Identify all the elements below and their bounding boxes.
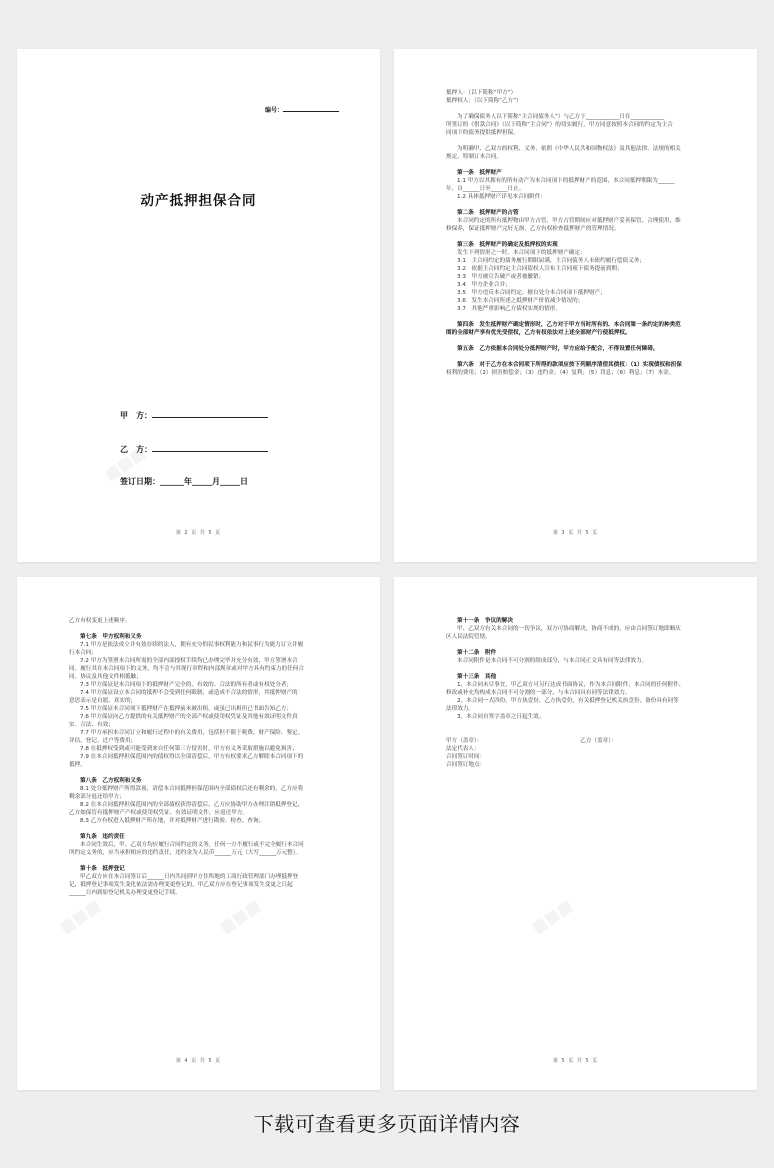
body-line: 8.2 在本合同抵押担保范围内的全部债权获得清偿后，乙方应协助甲方办理注销抵押登记， [80, 802, 304, 808]
body-line: 3、本合同自签字盖章之日起生效。 [457, 714, 545, 720]
body-line: 合同签订时间： [446, 754, 486, 760]
body-line: 1.2 具体抵押财产详见本合同附件： [457, 194, 546, 200]
section-heading: 第十二条 附件 [457, 650, 497, 656]
body-line: 甲乙双方应在本合同签订后______日内共同到甲方住所地的工商行政管理部门办理抵押登 [80, 874, 299, 880]
body-line: 7.6 甲方保证向乙方提供的有关抵押财产的全部产权或使用权凭证及其他有效证明文件真 [80, 714, 298, 720]
body-line: 同、履行其在本合同项下的义务，均不会与其现行章程和内部规章或对甲方具有约束力的任何合 [69, 666, 304, 672]
watermark [216, 896, 264, 938]
sign-date-field: 签订日期：______年_____月_____日 [120, 477, 248, 486]
document-title: 动产抵押担保合同 [140, 193, 257, 209]
party-a-field [120, 409, 268, 421]
body-line: 权利的费用；（2）损害赔偿金；（3）违约金；（4）复利；（5）罚息；（6）利息；（7）本金。 [446, 370, 675, 376]
body-line: 意思表示是自愿、真实的； [69, 698, 137, 704]
body-line: 1.1 甲方以其拥有的所有动产为本合同项下的抵押财产的范围，本合同抵押期限为______ [457, 178, 675, 184]
body-line: 为明确甲、乙双方的权利、义务，依照《中华人民共和国物权法》及其他法律、法规的相关 [457, 146, 681, 152]
body-line: 区人民法院管辖。 [446, 634, 491, 640]
body-line: 2、本合同一式四份，甲方执壹份，乙方执壹份，有关抵押登记机关执壹份，备份具有同等 [457, 698, 679, 704]
body-line: 同、协议及其他文件相抵触； [69, 674, 142, 680]
body-line: 所约定义务的，应当承担相应的违约责任，违约金为人民币______万元（大写______万元整）。 [69, 850, 302, 856]
body-line: 7.9 在本合同抵押担保范围内的债权得以全部清偿后，甲方有权要求乙方解除本合同项下的 [80, 754, 304, 760]
section-heading: 第三条 抵押财产的确定及抵押权的实现 [457, 242, 558, 248]
body-line: 乙方有权变更上述顺序。 [69, 618, 131, 624]
section-heading: 第八条 乙方权利和义务 [80, 778, 142, 784]
contract-number [265, 105, 339, 114]
body-line: 甲方（盖章）： 乙方（盖章）： [446, 738, 617, 744]
contract-number-label: 编号： [265, 107, 284, 114]
body-line: 3.5 甲方违反本合同约定，擅自处分本合同项下抵押财产； [457, 290, 606, 296]
watermark [56, 896, 104, 938]
section-heading: 第十一条 争议的解决 [457, 618, 513, 624]
body-line: 7.4 甲方保证设立本合同的抵押不会受到任何限制，或造成不合法的情形，其抵押财产的 [80, 690, 298, 696]
section-heading: 围的全部财产享有优先受偿权，乙方有权依法对上述全部财产行使抵押权。 [446, 330, 631, 336]
party-b-blank [152, 443, 268, 452]
body-line: 本合同生效后，甲、乙双方均应履行合同约定的义务，任何一方不履行或不完全履行本合同 [80, 842, 304, 848]
body-line: 年，自______日至______日止。 [446, 186, 525, 192]
section-heading: 第十条 抵押登记 [80, 866, 125, 872]
body-line: 法定代表人： [446, 746, 480, 752]
body-line [446, 353, 712, 361]
body-line: 剩余部分退还给甲方； [69, 794, 125, 800]
body-line: 7.5 甲方保证本合同项下抵押财产在抵押前未被出租，或虽已出租但已书面告知乙方； [80, 706, 293, 712]
contract-page-4 [17, 577, 380, 1090]
body-line: 3.2 依据主合同约定主合同债权人宣布主合同项下债务提前到期； [457, 266, 623, 272]
body-line [446, 105, 712, 113]
body-line: 同项下的债务提供抵押担保。 [446, 130, 519, 136]
body-line: 行本合同； [69, 650, 97, 656]
body-line: 修改或补充均构成本合同不可分割的一部分，与本合同具有同等法律效力。 [446, 690, 631, 696]
page-number: 第 3 页 共 5 页 [552, 530, 599, 536]
watermark [528, 896, 576, 938]
section-heading: 第一条 抵押财产 [457, 170, 502, 176]
body-line: 8.3 乙方有权进入抵押财产所在地，并对抵押财产进行勘验、检查、查询； [80, 818, 265, 824]
party-a-blank [152, 409, 268, 418]
page-body [446, 617, 712, 769]
contract-page-3 [394, 49, 757, 562]
body-line: 规定，特制订本合同。 [446, 154, 502, 160]
body-line: 评估、登记、过户等费用； [69, 738, 137, 744]
section-heading: 第六条 对于乙方在本合同项下所得的款项应按下列顺序清偿其债权：（1）实现债权和担保 [457, 362, 682, 368]
body-line [446, 721, 712, 729]
download-caption: 下载可查看更多页面详情内容 [253, 1112, 521, 1136]
body-line [446, 337, 712, 345]
body-line [69, 857, 335, 865]
party-a-label: 甲 方： [120, 411, 152, 420]
body-line: 3.4 甲方企业合并； [457, 282, 511, 288]
body-line: 抵押。 [69, 762, 86, 768]
page-body [446, 89, 712, 377]
body-line: 合同签订地点： [446, 762, 486, 768]
body-line: 本合同约定的所有抵押物由甲方占管，甲方占管期间应对抵押财产妥善保管、合理使用、维 [457, 218, 681, 224]
contract-page-5 [394, 577, 757, 1090]
body-line [446, 665, 712, 673]
body-line: 甲、乙双方有关本合同的一切争议，双方可协商解决，协商不成的，应由合同签订地即顺庆 [457, 626, 681, 632]
body-line: 3.7 其他严重影响乙方债权实现的情形。 [457, 306, 561, 312]
section-heading: 第十三条 其他 [457, 674, 497, 680]
section-heading: 第二条 抵押财产的占管 [457, 210, 519, 216]
body-line: 乙方如保管有抵押财产产权或使用权凭证、有效证明文件，应返还甲方。 [69, 810, 249, 816]
contract-page-2 [17, 49, 380, 562]
body-line: 3.1 主合同约定的债务履行期限届满，主合同债务人未依约履行偿债义务； [457, 258, 645, 264]
section-heading: 第五条 乙方依据本合同处分抵押财产时，甲方应给予配合，不得设置任何障碍。 [457, 346, 659, 352]
section-heading: 第九条 违约责任 [80, 834, 125, 840]
body-line [69, 625, 335, 633]
body-line: 实、合法、有效； [69, 722, 114, 728]
body-line: 所签订的《借款合同》（以下简称“主合同”）的切实履行，甲方同意按照本合同的约定为主合 [446, 122, 673, 128]
body-line: ______日内到原登记机关办理变更登记手续。 [69, 890, 181, 896]
party-b-field [120, 443, 268, 455]
body-line: 7.2 甲方为签署本合同所需的全部内部授权手续均已办理完毕并充分有效，甲方签署本合 [80, 658, 298, 664]
body-line: 3.3 甲方被宣告破产或者被撤销； [457, 274, 545, 280]
body-line [446, 201, 712, 209]
body-line: 1、本合同未尽事宜，甲乙双方可另行达成书面协议，作为本合同附件，本合同的任何附件、 [457, 682, 685, 688]
body-line: 抵押人：（以下简称“甲方”） [446, 90, 517, 96]
contract-number-blank [283, 105, 339, 112]
body-line: 7.7 甲方承担本合同订立和履行过程中的有关费用，包括但不限于税费、财产保险、鉴定、 [80, 730, 304, 736]
body-line: 3.6 发生本合同所述之抵押财产价值减少情况的； [457, 298, 584, 304]
section-heading: 第七条 甲方权利和义务 [80, 634, 142, 640]
body-line [446, 729, 712, 737]
body-line: 抵押权人：（以下简称“乙方”） [446, 98, 522, 104]
body-line [446, 233, 712, 241]
body-line: 为了确保债务人以下简称“主合同债务人”）与乙方于____________日在____________ [457, 114, 665, 120]
body-line [446, 641, 712, 649]
party-b-label: 乙 方： [120, 445, 152, 454]
body-line: 7.3 甲方保证是本合同项下的抵押财产完全的、有效的、合法的所有者或有权处分者； [80, 682, 293, 688]
body-line: 修保养，保证抵押财产完好无损，乙方有权检查抵押财产的管理情况。 [446, 226, 620, 232]
body-line: 本合同附件是本合同不可分割的组成部分，与本合同正文具有同等法律效力。 [457, 658, 648, 664]
body-line [446, 161, 712, 169]
body-line: 7.1 甲方是依法成立并有效存续的法人，拥有充分的民事权利能力和民事行为能力订立并履 [80, 642, 304, 648]
body-line: 7.8 在抵押权受到或可能受到来自任何第三方侵害时，甲方有义务采取措施以避免损害； [80, 746, 298, 752]
page-number: 第 5 页 共 5 页 [552, 1058, 599, 1064]
page-number: 第 2 页 共 5 页 [175, 530, 222, 536]
body-line [69, 769, 335, 777]
body-line: 8.1 处分抵押财产所得款项，清偿本合同抵押担保范围内全部债权后还有剩余的，乙方应将 [80, 786, 304, 792]
body-line [69, 825, 335, 833]
section-heading: 第四条 发生抵押财产确定情形时，乙方对于甲方当时所有的、本合同第一条约定的种类范 [457, 322, 681, 328]
page-number: 第 4 页 共 5 页 [175, 1058, 222, 1064]
body-line [446, 137, 712, 145]
body-line: 记，抵押登记事项发生变化依法需办理变更登记的，甲乙双方应在登记事项发生变更之日起 [69, 882, 293, 888]
body-line: 发生下列情形之一时，本合同项下的抵押财产确定： [457, 250, 586, 256]
page-body [69, 617, 335, 897]
body-line: 法律效力。 [446, 706, 474, 712]
body-line [446, 313, 712, 321]
